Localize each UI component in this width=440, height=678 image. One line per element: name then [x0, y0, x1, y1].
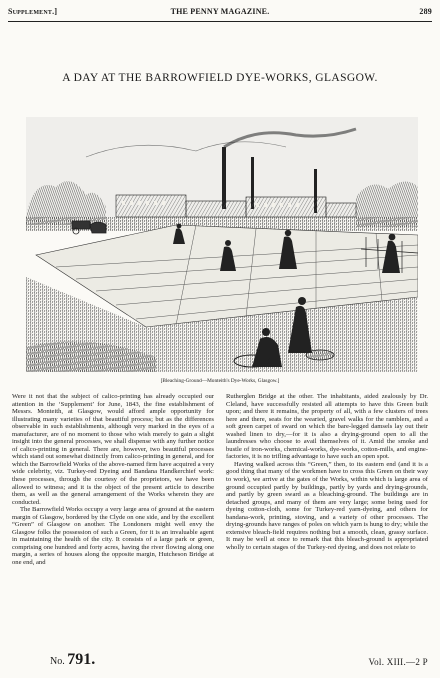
article-column-right [226, 393, 428, 633]
article-title: A DAY AT THE BARROWFIELD DYE-WORKS, GLASGOW. [62, 72, 378, 84]
header-supplement: Supplement.] [8, 7, 58, 16]
article-paragraph: Were it not that the subject of calico-printing has already occupied our attention in the ‘Supplement’ for June, 1843, the fine establishment of Messrs. Monteith, at Glasgow, would afford ample opportunity for illustrating many varieties of that beautiful process; but as the differences observable in such establishments, although very marked in the eyes of a manufacturer, are of no moment to those who wish merely to gain a slight insight into the general processes, we shall dispense with any further notice of calico-printing in general. There are, however, two beautiful processes which stand out somewhat distinctly from calico-printing in general, and for which the Barrowfield Works of the above-named firm have acquired a very wide celebrity, viz. Turkey-red Dyeing and Bandana Handkerchief work: these processes, through the courtesy of the proprietors, we have been allowed to witness; and it is the object of the present article to describe them, as well as the general arrangement of the Works wherein they are conducted. [12, 393, 214, 506]
article-paragraph: Rutherglen Bridge at the other. The inhabitants, aided zealously by Dr. Cleland, have successfully resisted all attempts to have this Green built upon; and there it remains, the property of all, with a few clusters of trees here and there, seats for the wearied, gravel walks for the ramblers, and a soft green carpet of sward on which the bare-legged damsels lay out their washed linen to dry,—for it is also a drying-ground open to all the laundresses who choose to avail themselves of it. Amid the smoke and bustle of iron-works, chemical-works, dye-works, cotton-mills, and engine-factories, it is no trifling advantage to have such an open spot. [226, 393, 428, 461]
header-rule [8, 21, 432, 22]
issue-number [50, 651, 95, 669]
article-paragraph: Having walked across this “Green,” then, to its eastern end (and it is a good thing that many of the workmen have to cross this Green on their way to work), we arrive at the gates of the Works, within which is large area of ground occupied partly by buildings, partly by yards and drying-grounds, and partly by green sward as a bleaching-ground. The buildings are in detached groups, and many of them are very large; some being used for dyeing cotton-cloth, some for Turkey-red yarn-dyeing, and others for bandana-work, printing, stoving, and a variety of other processes. The drying-grounds have ranges of poles on which yarn is hung to dry; while the extensive bleach-field requires nothing but a smooth, clean, grassy surface. It may be well at once to remark that this bleach-ground is appropriated wholly to certain stages of the Turkey-red dyeing, and does not relate to [226, 460, 428, 551]
page-footer [12, 651, 428, 669]
volume-signature: Vol. XIII.—2 P [368, 657, 428, 667]
header-page-number: 289 [419, 7, 432, 16]
issue-number-value: 791. [67, 651, 96, 668]
article-paragraph: The Barrowfield Works occupy a very large area of ground at the eastern margin of Glasgow, bordered by the Clyde on one side, and by the excellent “Green” of Glasgow on another. The Londoners might well envy the Glasgow folks the possession of such a Green, for it is an invaluable agent in maintaining the health of the city. It consists of a large park or green, comprising one hundred and forty acres, having the river flowing along one margin, a series of houses along the opposite margin, Hutcheson Bridge at one end, and [12, 506, 214, 567]
issue-number-label: No. [50, 656, 65, 667]
illustration-caption: [Bleaching-Ground—Monteith's Dye-Works, Glasgow.] [160, 378, 280, 384]
bleaching-ground-engraving [26, 117, 418, 372]
header-magazine-name: THE PENNY MAGAZINE. [170, 7, 270, 16]
running-header [8, 7, 432, 19]
article-column-left [12, 393, 214, 633]
